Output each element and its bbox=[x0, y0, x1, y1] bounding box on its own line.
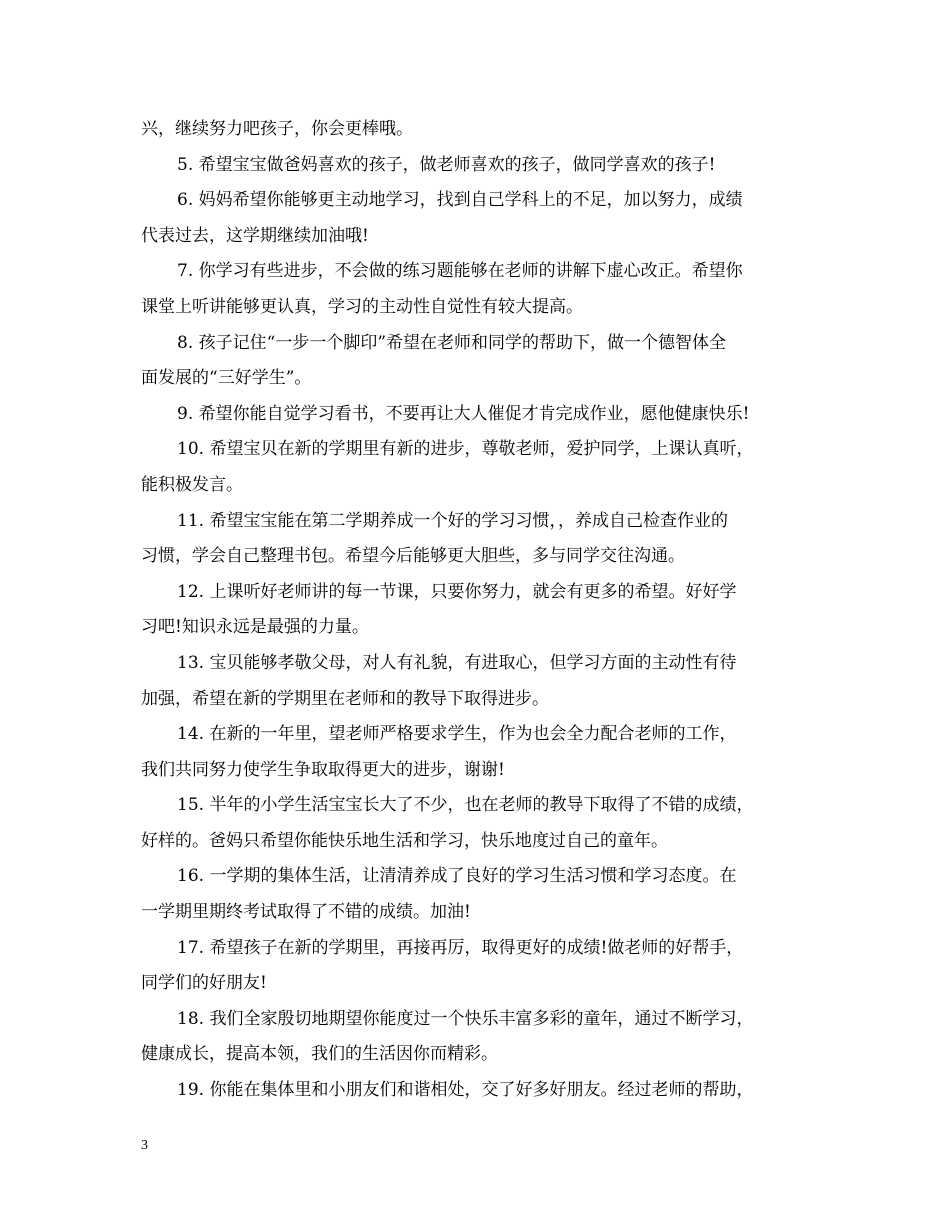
document-body bbox=[141, 112, 827, 1109]
text-line-15: 习吧!知识永远是最强的力量。 bbox=[141, 617, 369, 638]
text-line-24: 17. 希望孩子在新的学期里，再接再厉，取得更好的成绩!做老师的好帮手， bbox=[177, 937, 744, 958]
text-line-23: 一学期里期终考试取得了不错的成绩。加油! bbox=[141, 902, 471, 923]
text-line-7: 8. 孩子记住“一步一个脚印”希望在老师和同学的帮助下，做一个德智体全 bbox=[177, 332, 727, 353]
text-line-16: 13. 宝贝能够孝敬父母，对人有礼貌，有进取心，但学习方面的主动性有待 bbox=[177, 652, 737, 673]
text-line-1: 兴，继续努力吧孩子，你会更棒哦。 bbox=[141, 119, 413, 139]
text-line-25: 同学们的好朋友! bbox=[141, 973, 267, 994]
text-line-27: 健康成长，提高本领，我们的生活因你而精彩。 bbox=[141, 1044, 498, 1065]
text-line-10: 10. 希望宝贝在新的学期里有新的进步，尊敬老师，爱护同学，上课认真听， bbox=[177, 439, 754, 460]
text-line-22: 16. 一学期的集体生活，让清清养成了良好的学习生活习惯和学习态度。在 bbox=[177, 866, 737, 887]
text-line-26: 18. 我们全家殷切地期望你能度过一个快乐丰富多彩的童年，通过不断学习， bbox=[177, 1008, 754, 1029]
text-line-6: 课堂上听讲能够更认真，学习的主动性自觉性有较大提高。 bbox=[141, 296, 583, 317]
text-line-4: 代表过去，这学期继续加油哦! bbox=[141, 225, 369, 246]
text-line-5: 7. 你学习有些进步，不会做的练习题能够在老师的讲解下虚心改正。希望你 bbox=[177, 261, 743, 282]
text-line-17: 加强，希望在新的学期里在老师和的教导下取得进步。 bbox=[141, 688, 549, 709]
text-line-11: 能积极发言。 bbox=[141, 474, 243, 495]
text-line-2: 5. 希望宝宝做爸妈喜欢的孩子，做老师喜欢的孩子，做同学喜欢的孩子! bbox=[177, 154, 716, 175]
text-line-28: 19. 你能在集体里和小朋友们和谐相处，交了好多好朋友。经过老师的帮助， bbox=[177, 1080, 754, 1101]
text-line-3: 6. 妈妈希望你能够更主动地学习，找到自己学科上的不足，加以努力，成绩 bbox=[177, 190, 743, 211]
text-line-14: 12. 上课听好老师讲的每一节课，只要你努力，就会有更多的希望。好好学 bbox=[177, 581, 737, 602]
text-line-21: 好样的。爸妈只希望你能快乐地生活和学习，快乐地度过自己的童年。 bbox=[141, 830, 668, 851]
text-line-19: 我们共同努力使学生争取取得更大的进步，谢谢! bbox=[141, 759, 505, 780]
text-line-12: 11. 希望宝宝能在第二学期养成一个好的学习习惯，，养成自己检查作业的 bbox=[177, 510, 728, 531]
page-number: 3 bbox=[141, 1138, 148, 1153]
text-line-8: 面发展的“三好学生”。 bbox=[141, 368, 312, 389]
text-line-9: 9. 希望你能自觉学习看书，不要再让大人催促才肯完成作业，愿他健康快乐! bbox=[177, 403, 750, 424]
text-line-13: 习惯，学会自己整理书包。希望今后能够更大胆些，多与同学交往沟通。 bbox=[141, 546, 685, 567]
text-line-18: 14. 在新的一年里，望老师严格要求学生，作为也会全力配合老师的工作， bbox=[177, 724, 737, 745]
text-line-20: 15. 半年的小学生活宝宝长大了不少，也在老师的教导下取得了不错的成绩， bbox=[177, 795, 754, 816]
